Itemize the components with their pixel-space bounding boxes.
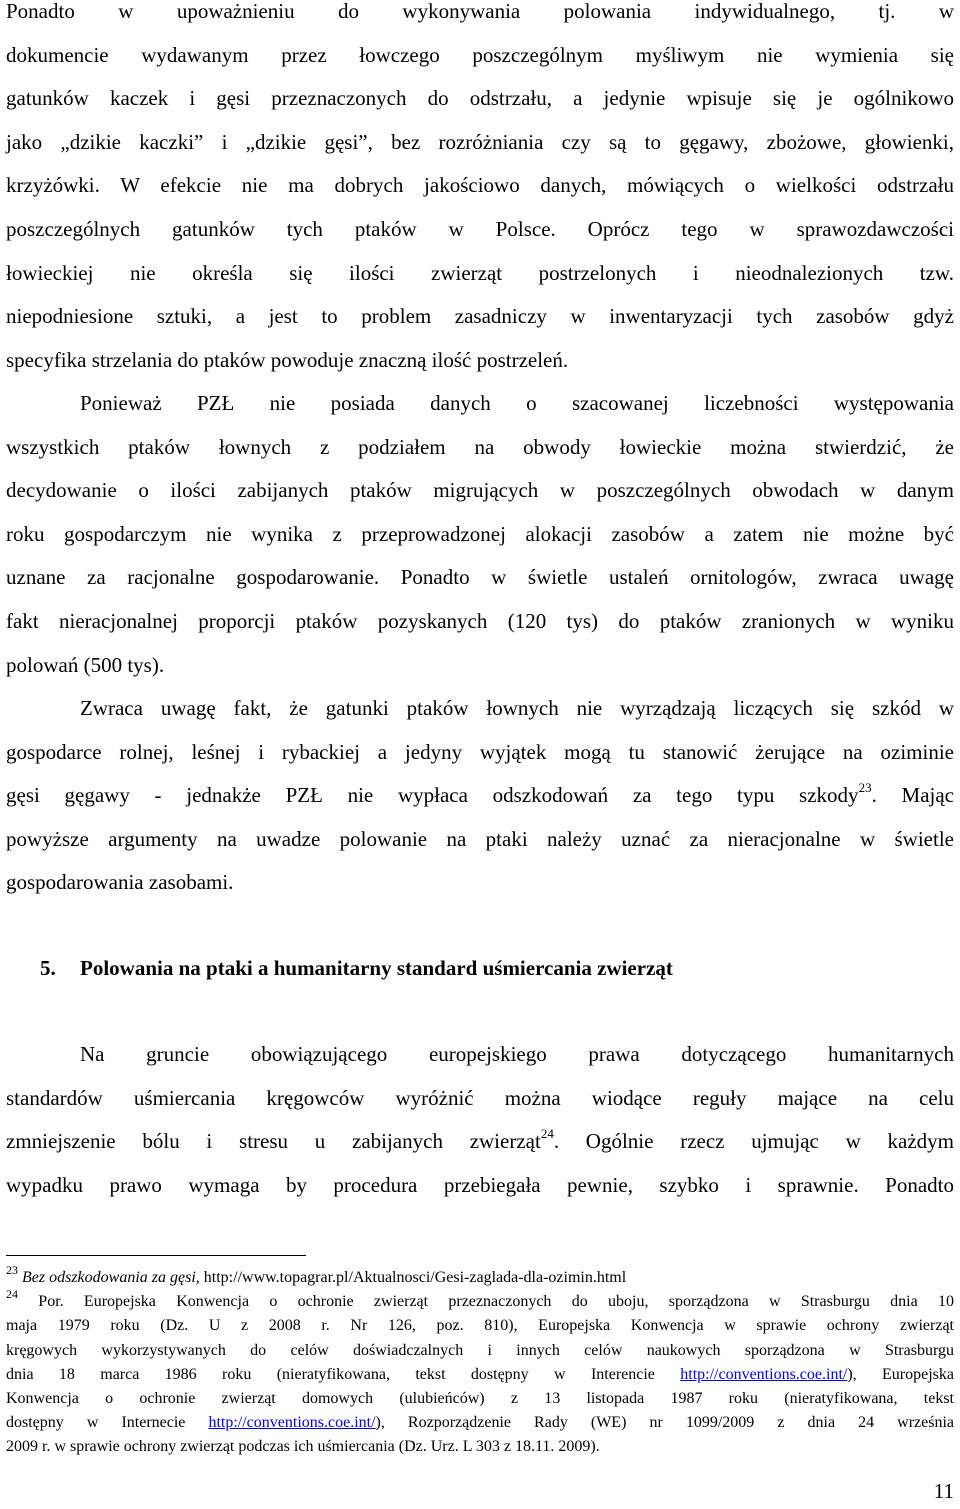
section-title: Polowania na ptaki a humanitarny standard uśmiercania zwierząt	[80, 956, 673, 980]
footnote-text: Por. Europejska Konwencja o ochronie zwierząt przeznaczonych do uboju, sporządzona w Strasburgu dnia 10	[38, 1293, 955, 1311]
footnote-separator	[6, 1255, 306, 1256]
text-fragment: gęsi gęgawy - jednakże PZŁ nie wypłaca odszkodowań za tego typu szkody	[6, 783, 859, 808]
text-line	[6, 1120, 954, 1164]
text-line: krzyżówki. W efekcie nie ma dobrych jakościowo danych, mówiących o wielkości odstrzału	[6, 173, 954, 198]
text-line: polowań (500 tys).	[6, 652, 165, 677]
text-fragment: . Mając	[871, 783, 954, 808]
footnote-ref-23[interactable]: 23	[858, 780, 872, 796]
text-line: powyższe argumenty na uwadze polowanie na ptaki należy uznać za nieracjonalne w świetle	[6, 826, 954, 851]
text-line: poszczególnych gatunków tych ptaków w Polsce. Oprócz tego w sprawozdawczości	[6, 216, 954, 241]
section-heading	[40, 953, 673, 983]
text-line: fakt nieracjonalnej proporcji ptaków pozyskanych (120 tys) do ptaków zranionych w wyniku	[6, 608, 954, 633]
text-line: Ponadto w upoważnieniu do wykonywania polowania indywidualnego, tj. w	[6, 0, 954, 23]
footnote-line	[6, 1262, 954, 1290]
text-line: gospodarce rolnej, leśnej i rybackiej a jedyny wyjątek mogą tu stanowić żerujące na oziminie	[6, 739, 954, 764]
text-line: Ponieważ PZŁ nie posiada danych o szacowanej liczebności występowania	[80, 391, 954, 415]
footnote-number: 23	[6, 1262, 18, 1277]
text-fragment: . Ogólnie rzecz ujmując w każdym	[553, 1129, 955, 1154]
text-line: roku gospodarczym nie wynika z przeprowadzonej alokacji zasobów a zatem nie możne być	[6, 521, 954, 546]
text-line: standardów uśmiercania kręgowców wyróżnić można wiodące reguły mające na celu	[6, 1085, 954, 1110]
page-number: 11	[933, 1479, 954, 1503]
footnote-text: ), Europejska	[847, 1365, 954, 1383]
text-fragment: zmniejszenie bólu i stresu u zabijanych zwierząt	[6, 1129, 541, 1154]
footnote-23	[6, 1262, 954, 1290]
text-line: gospodarowania zasobami.	[6, 870, 234, 895]
footnote-line: maja 1979 roku (Dz. U z 2008 r. Nr 126, poz. 810), Europejska Konwencja w sprawie ochrony zwierząt	[6, 1317, 954, 1335]
text-line: specyfika strzelania do ptaków powoduje znaczną ilość postrzeleń.	[6, 347, 569, 372]
footnotes	[6, 1262, 955, 1460]
text-line: decydowanie o ilości zabijanych ptaków migrujących w poszczególnych obwodach w danym	[6, 478, 954, 503]
text-line: gatunków kaczek i gęsi przeznaczonych do odstrzału, a jedynie wpisuje się je ogólnikowo	[6, 86, 954, 111]
footnote-line: Konwencja o ochronie zwierząt domowych (ulubieńców) z 13 listopada 1987 roku (nieratyfikowana, tekst	[6, 1390, 954, 1408]
text-line: Na gruncie obowiązującego europejskiego prawa dotyczącego humanitarnych	[80, 1042, 954, 1066]
footnote-line: kręgowych wykorzystywanych do celów doświadczalnych i innych celów naukowych sporządzona w Strasburgu	[6, 1341, 954, 1359]
text-line: dokumencie wydawanym przez łowczego poszczególnym myśliwym nie wymienia się	[6, 42, 954, 67]
footnote-text: dnia 18 marca 1986 roku (nieratyfikowana, tekst dostępny w Interencie	[6, 1365, 681, 1383]
footnote-text: ), Rozporządzenie Rady (WE) nr 1099/2009 z dnia 24 września	[375, 1414, 955, 1432]
text-line: niepodniesione sztuki, a jest to problem zasadniczy w inwentaryzacji tych zasobów gdyż	[6, 304, 954, 329]
paragraph-3	[6, 687, 954, 905]
text-line: wypadku prawo wymaga by procedura przebiegała pewnie, szybko i sprawnie. Ponadto	[6, 1172, 954, 1197]
footnote-text: dostępny w Internecie	[6, 1414, 209, 1432]
conventions-link-1[interactable]: http://conventions.coe.int/	[680, 1365, 848, 1383]
footnote-text: , http://www.topagrar.pl/Aktualnosci/Gesi-zaglada-dla-ozimin.html	[195, 1269, 627, 1286]
footnote-line	[6, 1286, 955, 1314]
footnote-ref-24[interactable]: 24	[540, 1126, 554, 1142]
footnote-24	[6, 1286, 955, 1459]
footnote-number: 24	[6, 1286, 18, 1301]
footnote-line	[6, 1411, 954, 1435]
text-line	[6, 774, 954, 818]
footnote-line: 2009 r. w sprawie ochrony zwierząt podczas ich uśmiercania (Dz. Urz. L 303 z 18.11. 2009).	[6, 1438, 600, 1456]
footnote-italic-title: Bez odszkodowania za gęsi	[22, 1269, 196, 1286]
paragraph-2	[6, 382, 954, 687]
text-line: uznane za racjonalne gospodarowanie. Ponadto w świetle ustaleń ornitologów, zwraca uwagę	[6, 565, 954, 590]
paragraph-1	[6, 0, 954, 382]
conventions-link-2[interactable]: http://conventions.coe.int/	[208, 1414, 376, 1432]
section-number: 5.	[40, 956, 56, 980]
text-line: łowieckiej nie określa się ilości zwierząt postrzelonych i nieodnalezionych tzw.	[6, 260, 954, 285]
paragraph-4	[6, 1033, 954, 1207]
text-line: Zwraca uwagę fakt, że gatunki ptaków łownych nie wyrządzają liczących się szkód w	[80, 696, 954, 720]
text-line: jako „dzikie kaczki” i „dzikie gęsi”, bez rozróżniania czy są to gęgawy, zbożowe, głowienki,	[6, 129, 954, 154]
text-line: wszystkich ptaków łownych z podziałem na obwody łowieckie można stwierdzić, że	[6, 434, 954, 459]
footnote-line	[6, 1363, 954, 1387]
